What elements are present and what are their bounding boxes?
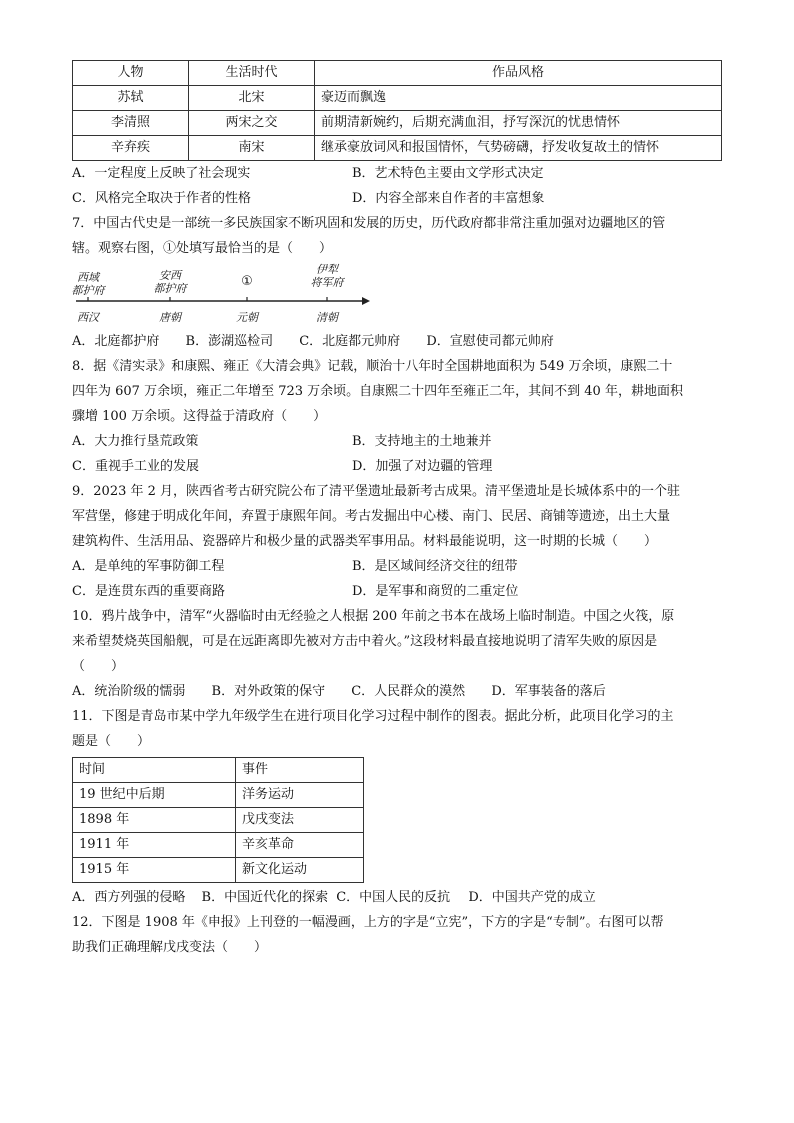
- timeline-label-line: 都护府: [153, 282, 187, 295]
- table-cell: 戊戌变法: [236, 808, 364, 833]
- q7-stem-line2: 辖。观察右图，①处填写最恰当的是（ ）: [72, 241, 333, 256]
- option-c[interactable]: C．是连贯东西的重要商路: [72, 584, 225, 599]
- option-a[interactable]: A．西方列强的侵略: [72, 890, 186, 905]
- table-cell: 李清照: [73, 111, 189, 136]
- table-row: [73, 858, 364, 883]
- option-a[interactable]: A．北庭都护府: [72, 334, 160, 349]
- timeline-time: 清朝: [316, 311, 338, 324]
- option-c[interactable]: C．中国人民的反抗: [336, 890, 451, 905]
- q8-options-row1: [72, 429, 722, 454]
- q6-options-row1: [72, 161, 722, 186]
- timeline-label-line: 西域: [77, 271, 99, 284]
- timeline-label: [145, 269, 195, 295]
- table-header-cell: 作品风格: [315, 61, 722, 86]
- table-header-cell: 时间: [73, 758, 236, 783]
- table-header-cell: 生活时代: [189, 61, 315, 86]
- option-b[interactable]: B．澎湖巡检司: [185, 334, 274, 349]
- timeline-label-line: 安西: [159, 269, 181, 282]
- option-a[interactable]: A．一定程度上反映了社会现实: [72, 166, 251, 181]
- table-cell: 继承豪放词风和报国情怀，气势磅礴，抒发收复故土的情怀: [315, 136, 722, 161]
- table-row: [73, 808, 364, 833]
- timeline-label: [222, 275, 272, 288]
- q9-options-row1: [72, 554, 722, 579]
- exam-page: [72, 60, 722, 960]
- option-b[interactable]: B．支持地主的土地兼并: [352, 434, 492, 449]
- table-cell: 苏轼: [73, 86, 189, 111]
- option-b[interactable]: B．中国近代化的探索: [201, 890, 329, 905]
- table-cell: 新文化运动: [236, 858, 364, 883]
- table-cell: 豪迈而飘逸: [315, 86, 722, 111]
- timeline-label-line: 伊犁: [316, 263, 338, 276]
- option-d[interactable]: D．加强了对边疆的管理: [352, 459, 493, 474]
- option-c[interactable]: C．风格完全取决于作者的性格: [72, 191, 251, 206]
- timeline-label-line: 都护府: [71, 284, 105, 297]
- q8-stem-line1: 8．据《清实录》和康熙、雍正《大清会典》记载，顺治十八年时全国耕地面积为 549 万余顷，康熙二十: [72, 359, 673, 374]
- option-a[interactable]: A．是单纯的军事防御工程: [72, 559, 225, 574]
- q8-stem-line3: 骤增 100 万余顷。这得益于清政府（ ）: [72, 409, 327, 424]
- q9-stem-line2: 军营堡，修建于明成化年间，弃置于康熙年间。考古发掘出中心楼、南门、民居、商铺等遗迹，出土大量: [72, 509, 671, 524]
- option-c[interactable]: C．重视手工业的发展: [72, 459, 199, 474]
- option-c[interactable]: C．北庭都元帅府: [299, 334, 401, 349]
- option-d[interactable]: D．内容全部来自作者的丰富想象: [352, 191, 545, 206]
- q10-stem-line3: （ ）: [72, 659, 125, 674]
- q12-stem-line2: 助我们正确理解戊戌变法（ ）: [72, 940, 268, 955]
- timeline-time: 西汉: [77, 311, 99, 324]
- table-cell: 19 世纪中后期: [73, 783, 236, 808]
- q10-options: [72, 679, 722, 704]
- option-d[interactable]: D．军事装备的落后: [491, 684, 606, 699]
- q9-stem-line1: 9．2023 年 2 月，陕西省考古研究院公布了清平堡遗址最新考古成果。清平堡遗址是长城体系中的一个驻: [72, 484, 681, 499]
- option-d[interactable]: D．是军事和商贸的二重定位: [352, 584, 519, 599]
- q6-options-row2: [72, 186, 722, 211]
- table-row: [73, 111, 722, 136]
- frontier-timeline: [72, 263, 392, 327]
- table-cell: 辛亥革命: [236, 833, 364, 858]
- table-cell: 南宋: [189, 136, 315, 161]
- table-row: [73, 136, 722, 161]
- q7-options: [72, 329, 722, 354]
- table-cell: 前期清新婉约，后期充满血泪，抒写深沉的忧患情怀: [315, 111, 722, 136]
- q12-stem-line1: 12．下图是 1908 年《申报》上刊登的一幅漫画，上方的字是“立宪”，下方的字是“专制”。右图可以帮: [72, 915, 664, 930]
- option-a[interactable]: A．大力推行垦荒政策: [72, 434, 199, 449]
- q8-options-row2: [72, 454, 722, 479]
- table-cell: 洋务运动: [236, 783, 364, 808]
- table-cell: 北宋: [189, 86, 315, 111]
- timeline-label: [302, 263, 352, 289]
- q9-stem-line3: 建筑构件、生活用品、瓷器碎片和极少量的武器类军事用品。材料最能说明，这一时期的长城（ ）: [72, 534, 658, 549]
- table-row: [73, 783, 364, 808]
- table-header-cell: 事件: [236, 758, 364, 783]
- option-c[interactable]: C．人民群众的漠然: [351, 684, 466, 699]
- q9-options-row2: [72, 579, 722, 604]
- timeline-label-line: ①: [241, 274, 253, 289]
- table-cell: 1915 年: [73, 858, 236, 883]
- table-cell: 1911 年: [73, 833, 236, 858]
- q7-stem-line1: 7．中国古代史是一部统一多民族国家不断巩固和发展的历史，历代政府都非常注重加强对边疆地区的管: [72, 216, 666, 231]
- table-row: [73, 833, 364, 858]
- option-d[interactable]: D．宣慰使司都元帅府: [426, 334, 554, 349]
- option-b[interactable]: B．对外政策的保守: [211, 684, 326, 699]
- timeline-time: 唐朝: [159, 311, 181, 324]
- option-b[interactable]: B．是区域间经济交往的纽带: [352, 559, 518, 574]
- option-a[interactable]: A．统治阶级的懦弱: [72, 684, 186, 699]
- q10-stem-line1: 10．鸦片战争中，清军“火器临时由无经验之人根据 200 年前之书本在战场上临时制造。中国之火筏，原: [72, 609, 675, 624]
- q11-stem-line1: 11．下图是青岛市某中学九年级学生在进行项目化学习过程中制作的图表。据此分析，此项目化学习的主: [72, 709, 674, 724]
- poet-style-table: [72, 60, 722, 161]
- option-b[interactable]: B．艺术特色主要由文学形式决定: [352, 166, 544, 181]
- timeline-label-line: 将军府: [310, 276, 344, 289]
- table-header-row: [73, 758, 364, 783]
- table-header-row: [73, 61, 722, 86]
- table-cell: 辛弃疾: [73, 136, 189, 161]
- table-cell: 1898 年: [73, 808, 236, 833]
- timeline-time: 元朝: [236, 311, 258, 324]
- q8-stem-line2: 四年为 607 万余顷，雍正二年增至 723 万余顷。自康熙二十四年至雍正二年，其间不到 40 年，耕地面积: [72, 384, 683, 399]
- events-table: [72, 757, 364, 883]
- timeline-label: [63, 271, 113, 297]
- option-d[interactable]: D．中国共产党的成立: [468, 890, 596, 905]
- table-row: [73, 86, 722, 111]
- table-cell: 两宋之交: [189, 111, 315, 136]
- table-header-cell: 人物: [73, 61, 189, 86]
- q11-options: [72, 885, 722, 910]
- timeline-arrow-icon: [362, 297, 370, 305]
- q11-stem-line2: 题是（ ）: [72, 734, 151, 749]
- q10-stem-line2: 来希望焚烧英国船舰，可是在远距离即先被对方击中着火。”这段材料最直接地说明了清军失败的原因是: [72, 634, 658, 649]
